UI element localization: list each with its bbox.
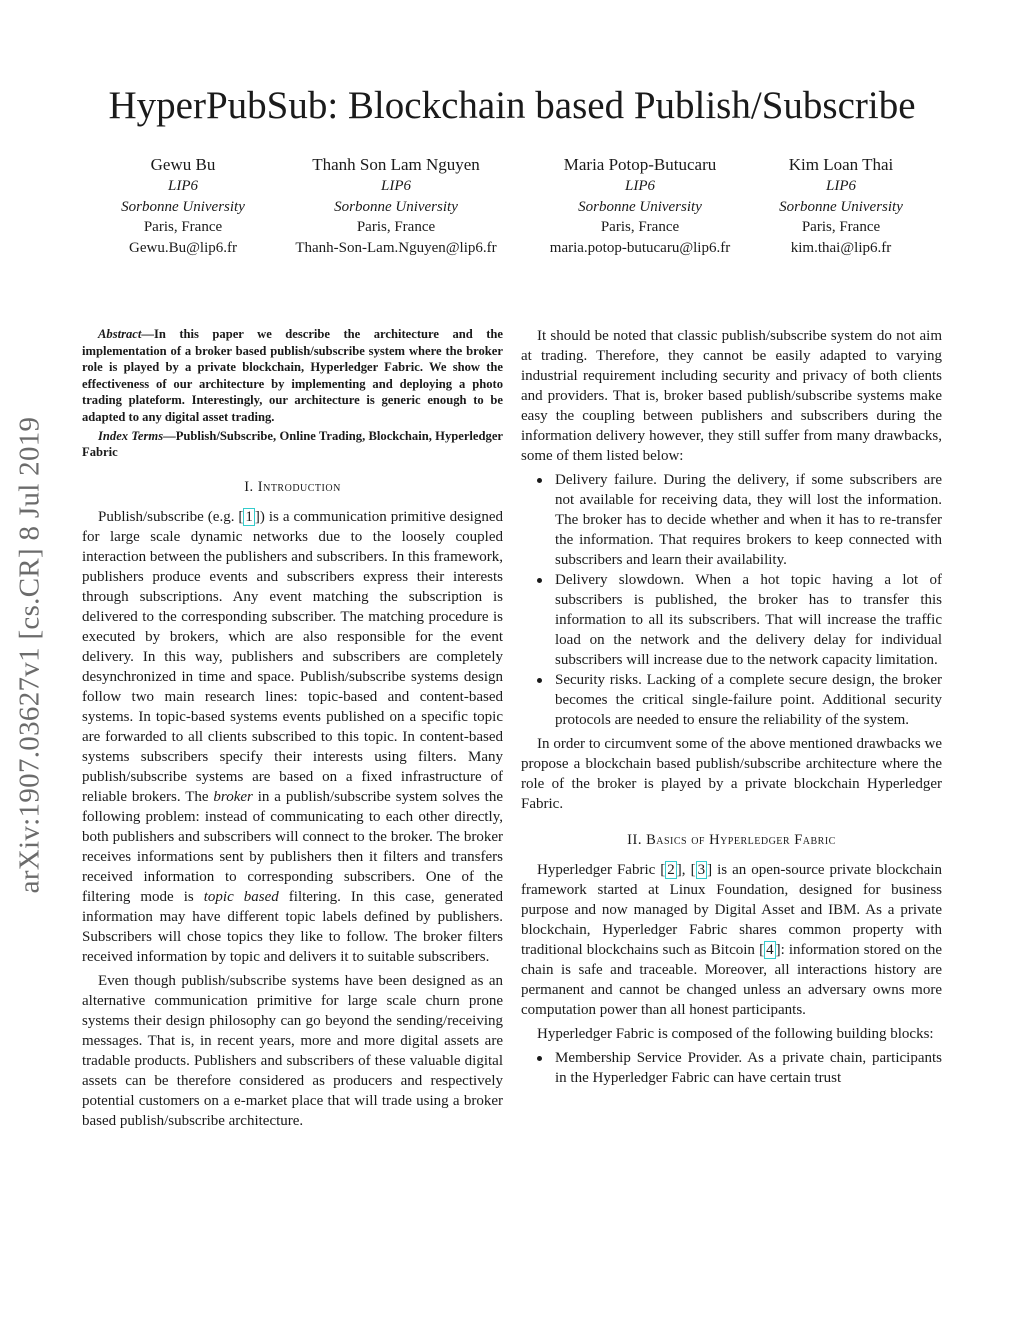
author-email[interactable]: Gewu.Bu@lip6.fr (129, 239, 237, 256)
author-city: Paris, France (143, 219, 223, 235)
index-terms-label: Index Terms (98, 428, 164, 443)
author-2 (295, 154, 496, 258)
text-run: ) is a communication primitive designed for large scale dynamic networks due to the loosely coupled interaction between the publishers and subscribers. In this framework, publishers produce events and subscribers express their interests through subscriptions. Any event matching the subscription is delivered to the corresponding subscriber. The matching procedure is executed by brokers, which are also responsible for the event delivery. In this way, publishers and subscribers are completely desynchronized in time and space. Publish/subscribe systems design follow two main research lines: topic-based and content-based systems. In topic-based systems events published on a specific topic are forwarded to all clients subscribed to this topic. In content-based systems subscribers specify their interests using filters. Many publish/subscribe systems are based on a fixed infrastructure of reliable brokers. The (82, 508, 503, 805)
hyperledger-paragraph: Hyperledger Fabric [ 2 ], [ 3 ] is an open-source private blockchain framework started at Linux Foundation, designed for business purpose and now managed by Digital Asset and IBM. As a private blockchain, Hyperledger Fabric shares common property with traditional blockchains such as Bitcoin [ 4 ]: information stored on the chain is safe and traceable. Moreover, all interactions history are permanent and cannot be changed unless an adversary owns more computation power than all honest participants. (521, 862, 943, 1018)
list-item-text: Membership Service Provider. As a private chain, participants in the Hyperledger Fabric can have certain trust (555, 1050, 942, 1086)
author-university: Sorbonne University (121, 198, 245, 215)
list-item (521, 570, 942, 670)
bullet-icon (537, 578, 542, 583)
author-name: Maria Potop-Butucaru (563, 155, 717, 174)
intro-paragraph-2: Even though publish/subscribe systems have been designed as an alternative communication primitive for large scale churn prone systems their design philosophy can go beyond the sending/receiving messages. That is, in recent years, more and more digital assets are tradable products. Publishers and subscribers of these valuable digital assets can be therefore considered as producers and respectively potential customers on a e-market place that will trade using a broker based publish/subscribe architecture. (82, 972, 503, 1129)
citation-link[interactable]: 2 (667, 862, 675, 878)
list-item (521, 1048, 942, 1088)
building-blocks-paragraph: Hyperledger Fabric is composed of the following building blocks: (537, 1026, 934, 1042)
arxiv-id: arXiv:1907.03627v1 [cs.CR] 8 Jul 2019 (13, 416, 46, 894)
bullet-icon (537, 1056, 542, 1061)
list-item (521, 470, 942, 570)
text-run: Publish/subscribe (e.g. (98, 508, 239, 525)
author-lab: LIP6 (825, 178, 856, 194)
text-run: , (681, 862, 691, 878)
author-name: Kim Loan Thai (788, 155, 894, 174)
drawbacks-intro-paragraph: It should be noted that classic publish/subscribe system do not aim at trading. Therefore, they cannot be easily adapted to varying industrial requirement including security and privacy of both clients and providers. That is, broker based publish/subscribe systems make easy the coupling between publishers and subscribers during the information delivery however, they still suffer from many drawbacks, some of them listed below: (521, 328, 942, 464)
index-terms (82, 428, 503, 461)
text-run: in a publish/subscribe system solves the following problem: instead of communicating to each other directly, both publishers and subscribers will connect to the broker. The broker receives informations sent by publishers then it filters and transfers received information to corresponding subscribers. One of the filtering mode is (82, 788, 503, 905)
author-lab: LIP6 (167, 178, 198, 194)
index-terms-text: —Publish/Subscribe, Online Trading, Blockchain, Hyperledger Fabric (82, 428, 503, 460)
author-university: Sorbonne University (578, 198, 702, 215)
intro-paragraph-1: Publish/subscribe (e.g. [ 1 ]) is a communication primitive designed for large scale dynamic networks due to the loosely coupled interaction between the publishers and subscribers. In this framework, publishers produce events and subscribers express their interests through subscriptions. Any event matching the subscription is delivered to the corresponding subscriber. The matching procedure is executed by brokers, which are also responsible for the event delivery. In this way, publishers and subscribers are completely desynchronized in time and space. Publish/subscribe systems design follow two main research lines: topic-based and content-based systems. In topic-based systems events published on a specific topic are forwarded to all clients subscribed to this topic. In content-based systems subscribers specify their interests using filters. Many publish/subscribe systems are based on a fixed infrastructure of reliable brokers. The broker in a publish/subscribe system solves the following problem: instead of communicating to each other directly, both publishers and subscribers will connect to the broker. The broker receives informations sent by publishers then it filters and transfers received information to corresponding subscribers. One of the filtering mode is topic based filtering. In this case, generated information may have different topic labels defined by publishers. Subscribers will chose topics they like to follow. The broker filters received information by topic and delivers it to suitable subscribers. (82, 508, 503, 965)
text-run: : information stored on the chain is safe and traceable. Moreover, all interactions history are permanent and cannot be changed unless an adversary owns more computation power than all honest participants. (521, 942, 943, 1018)
abstract-text: —In this paper we describe the architecture and the implementation of a broker based publish/subscribe system where the broker role is played by a private blockchain, Hyperledger Fabric. We show the effectiveness of our architecture by implementing and deploying a photo trading plateform. Interestingly, our architecture is generic enough to be adapted to any digital asset trading. (82, 327, 503, 424)
bullet-icon (537, 678, 542, 683)
abstract (82, 326, 503, 426)
author-city: Paris, France (356, 219, 436, 235)
author-name: Gewu Bu (150, 155, 216, 174)
author-university: Sorbonne University (779, 198, 903, 215)
citation-link[interactable]: 1 (245, 508, 253, 525)
author-1 (121, 154, 245, 258)
paper-title: HyperPubSub: Blockchain based Publish/Subscribe (108, 84, 916, 127)
section-heading-introduction: I. Introduction (244, 478, 341, 495)
author-city: Paris, France (600, 219, 680, 235)
text-run: is an open-source private blockchain framework started at Linux Foundation, designed for business purpose and now managed by Digital Asset and IBM. As a private blockchain, Hyperledger Fabric shares common property with traditional blockchains such as Bitcoin (521, 862, 942, 958)
citation-link[interactable]: 3 (697, 862, 706, 878)
author-name: Thanh Son Lam Nguyen (312, 155, 480, 174)
author-email[interactable]: maria.potop-butucaru@lip6.fr (549, 239, 731, 256)
text-run: Hyperledger Fabric (537, 862, 661, 878)
abstract-label: Abstract (98, 327, 142, 341)
section-heading-hyperledger: II. Basics of Hyperledger Fabric (627, 832, 836, 848)
emphasis: topic based (203, 888, 279, 905)
proposal-paragraph: In order to circumvent some of the above mentioned drawbacks we propose a blockchain based publish/subscribe architecture where the role of the broker is played by a private blockchain Hyperledger Fabric. (521, 736, 942, 812)
list-item (521, 670, 942, 730)
author-lab: LIP6 (381, 178, 411, 194)
left-column (82, 326, 503, 1131)
author-city: Paris, France (801, 219, 881, 235)
emphasis: broker (213, 788, 253, 805)
text-run: filtering. In this case, generated information may have different topic labels defined by publishers. Subscribers will chose topics they like to follow. The broker filters received information by topic and delivers it to suitable subscribers. (82, 888, 503, 965)
building-blocks-list (521, 1048, 942, 1088)
author-3 (550, 154, 730, 258)
list-item-text: Delivery failure. During the delivery, if some subscribers are not available for receiving data, they will lost the information. The broker has to decide whether and when it has to re-transfer the information. That requires brokers to keep connected with subscribers and learn their availability. (555, 472, 942, 568)
author-university: Sorbonne University (334, 198, 458, 215)
author-lab: LIP6 (625, 178, 655, 194)
drawbacks-list (521, 470, 942, 730)
citation-link[interactable]: 4 (766, 942, 774, 958)
list-item-text: Security risks. Lacking of a complete secure design, the broker becomes the critical single-failure point. Additional security protocols are needed to ensure the reliability of the system. (555, 672, 942, 728)
author-block (0, 154, 1024, 264)
author-email[interactable]: kim.thai@lip6.fr (790, 239, 892, 256)
bullet-icon (537, 478, 542, 483)
right-column (521, 326, 942, 1092)
author-4 (779, 154, 903, 258)
author-email[interactable]: Thanh-Son-Lam.Nguyen@lip6.fr (295, 239, 497, 256)
list-item-text: Delivery slowdown. When a hot topic having a lot of subscribers is published, the broker has to transfer this information to all its subscribers. That will increase the traffic load on the network and the delivery delay for individual subscribers will increase due to the network capacity limitation. (555, 572, 942, 668)
